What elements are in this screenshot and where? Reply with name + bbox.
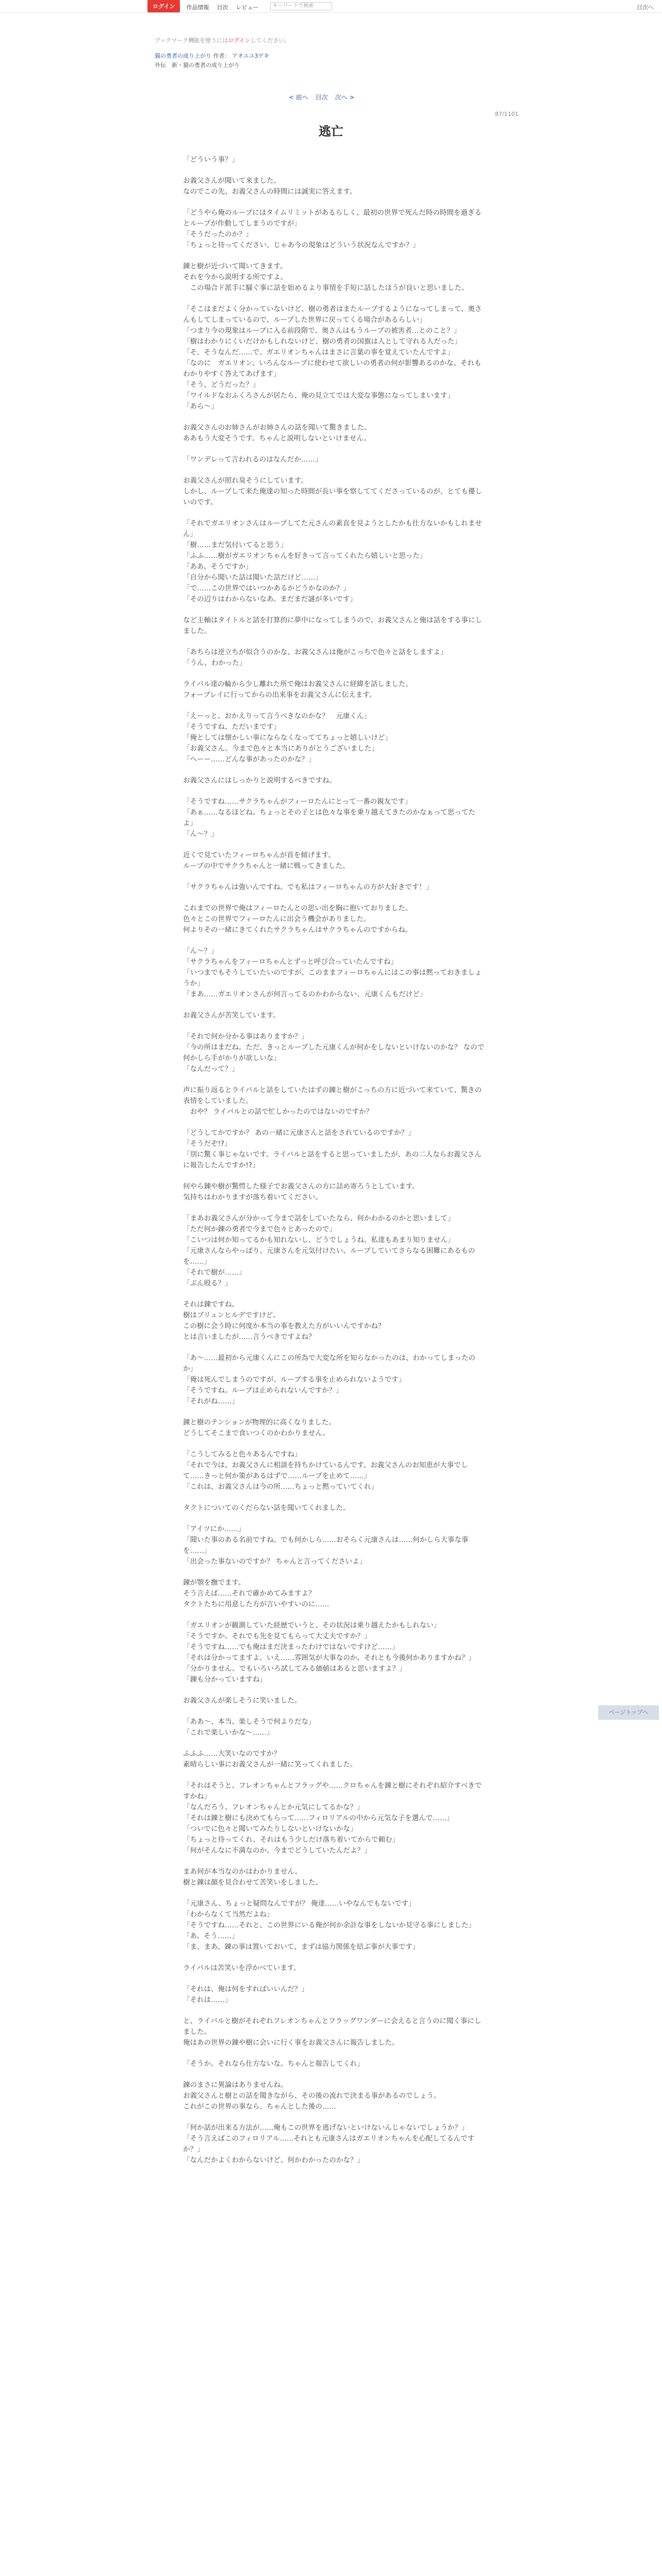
novel-paragraph: 「どうやら俺のループにはタイムリミットがあるらしく、最初の世界で死んだ時の時間を過ぎるとループが作動してしまうのですが」 「そうだったのか？」 「ちょっと待ってください、じゃあ今の現象はどういう状況なんですか？」 xyxy=(183,209,482,249)
notice-login-link[interactable]: ログイン xyxy=(228,37,251,44)
novel-paragraph: 何やら錬や樹が驚愕した様子でお義父さんの方に詰め寄ろうとしています。 気持ちはわかりますが落ち着いてください。 xyxy=(183,1182,419,1201)
novel-paragraph: 「何か話が出来る方法が……俺もこの世界を逃げないといけないんじゃないでしょうか？」 「そう言えばこのフィロリアル……それとも元康さんはガエリオンちゃんを心配してるんですか？」 「なんだかよくわからないけど、何かわかったのかな？」 xyxy=(183,2124,475,2164)
novel-paragraph: 「ん〜？」 「サクラちゃんをフィーロちゃんとずっと呼び合っていたんですね」 「いつまでもそうしていたいのですが、このままフィーロちゃんにはこの事は黙っておきましょうか」 「まあ……ガエリオンさんが何言ってるのかわからない、元康くんもだけど」 xyxy=(183,947,482,998)
novel-paragraph: タクトについてのくだらない話を聞いてくれました。 xyxy=(183,1504,350,1512)
novel-paragraph: 「どうしてかですか？ あの一緒に元康さんと話をされているのですか？」 「そうだぞ!?」 「別に驚く事じゃないです。ライバルと話をすると思っていましたが、あの二人ならお義父さんに報告したんですか!?」 xyxy=(183,1129,482,1170)
bookmark-notice xyxy=(155,36,290,44)
novel-paragraph: ライバル達の輪から少し離れた所で俺はお義父さんに経緯を話しました。 フォーブレイに行ってからの出来事をお義父さんに伝えます。 xyxy=(183,680,412,699)
novel-paragraph: と、ライバルと樹がそれぞれフレオンちゃんとフラッグワンダーに会えると言うのに聞く事にしました。 俺はあの世界の錬や樹に会いに行く事をお義父さんに報告しました。 xyxy=(183,2017,482,2047)
novel-paragraph: 声に振り返るとライバルと話をしていたはずの錬と樹がこっちの方に近づいて来ていて、驚きの表情をしていました。 おや？ ライバルとの話で忙しかったのではないのですか？ xyxy=(183,1086,482,1116)
novel-paragraph: お義父さんが苦笑しています。 xyxy=(183,1011,280,1020)
novel-paragraph: 近くで見ていたフィーロちゃんが首を傾げます。 ループの中でサクラちゃんと一緒に戦ってきました。 xyxy=(183,851,350,870)
novel-paragraph: お義父さんにはしっかりと説明するべきですね。 xyxy=(183,776,336,785)
novel-paragraph: 「ああ〜、本当、楽しそうで何よりだな」 「これで楽しいかな〜……」 xyxy=(183,1718,316,1737)
novel-paragraph: ふふふ……大笑いなのですか？ 素晴らしい事にお義父さんが一緒に笑ってくれました。 xyxy=(183,1750,357,1769)
novel-paragraph: 「それでガエリオンさんはループしてた元さんの素直を見ようとしたかも仕方ないかもしれません」 「樹……まだ気付いてると思う」 「ふふ……樹がガエリオンちゃんを好きって言ってくれたら嬉しいと思った」 「ああ、そうですか」 「自分から聞いた話は聞いた話だけど……」 「で……この世界ではいつかあるかどうかなのか？」 「その辺りはわからないなあ。まだまだ謎が多いです」 xyxy=(183,519,482,603)
novel-paragraph: お義父さんが聞いて来ました。 なのでこの先、お義父さんの時間には誠実に答えます。 xyxy=(183,177,357,196)
novel-paragraph: お義父さんが楽しそうに笑いました。 xyxy=(183,1697,302,1705)
nav-toc[interactable]: 目次 xyxy=(217,4,228,11)
novel-paragraph: 「えーっと、おかえりって言うべきなのかな？ 元康くん」 「そうですね、ただいまです」 「俺としては懐かしい事にならなくなっててちょっと嬉しいけど」 「お義父さん、今まで色々と本当にありがとうございました」 「へーー……どんな事があったのかな？」 xyxy=(183,712,392,764)
novel-paragraph: まあ何が本当なのかはわかりません。 樹と錬は顔を見合わせて苦笑いをしました。 xyxy=(183,1868,322,1887)
work-title-link[interactable]: 猫の勇者の成り上がり xyxy=(155,53,211,59)
novel-paragraph: 「元康さん、ちょっと疑問なんですが？ 俺達……いやなんでもないです」 「わからなくて当然だよね」 「そうですね……それと、この世界にいる俺が何か余計な事をしないか見守る事にしました」 「あ、そう……」 「ま、まあ、錬の事は置いておいて、まずは協力関係を結ぶ事が大事です」 xyxy=(183,1900,475,1951)
novel-paragraph: 「それはそうと、フレオンちゃんとフラッグや……クロちゃんを錬と樹にそれぞれ紹介すべきですかね」 「なんだろう、フレオンちゃんとか元気にしてるかな？」 「それは錬と樹にも決めてもらって……フィロリアルの中から元気な子を選んで……」 「ついでに色々と聞いてみたりしないといけないかな」 「ちょっと待ってくれ、それはもう少しだけ落ち着いてからで頼む」 「何がそんなに不満なのか、今までどうしていたんだよ？」 xyxy=(183,1782,482,1855)
novel-paragraph: 「ガエリオンが観測していた経歴でいうと、その状況は乗り越えたかもしれない」 「そうですか。それでも先を見てもらって大丈夫ですか？」 「そうですね……でも俺はまだ決まったわけではないですけど……」 「それは分かってますよ。いえ……雰囲気が大事なのか、それとも今後何かありますかね？」 「分かりません。でもいろいろ試してみる価値はあると思いますよ？」 「錬も分かっていますね」 xyxy=(183,1621,475,1684)
novel-paragraph: 錬のまさに異論はありませんね。 お義父さんと樹との話を聞きながら、その後の流れで決まる事があるのでしょう。 これがこの世界の事なら、ちゃんとした後の…… xyxy=(183,2081,441,2111)
page-count: 87/1101 xyxy=(495,111,519,117)
novel-body xyxy=(183,155,485,2176)
toc-link-middle[interactable]: 目次 xyxy=(315,94,328,101)
nav-work-info[interactable]: 作品情報 xyxy=(186,4,209,11)
novel-paragraph: 「まあお義父さんが分かって今まで話をしていたなら、何かわかるのかと思いまして」 「ただ何か錬の勇者で今まで色々とあったので」 「こいつは何か知ってるかも知れないし、どうでしょうね、私達もあまり知りません」 「元康さんならやっぱり、元康さんを元気付けたい、ループしていてさらなる困難にあるものを……」 「それで樹が……」 「ぶん殴る？」 xyxy=(183,1214,475,1287)
novel-paragraph: 「そこはまだよく分かっていないけど、樹の勇者はまたループするようになってしまって、奥さんもしてしまっているので、ループした世界に戻ってくる場合があるらしい」 「つまり今の現象はループに入る前段階で、奥さんはもうループの被害者…とのこと？」 「樹はわかりにくいだけかもしれないけど、樹の勇者の国旗は人として守れる人だった」 「そ、そうなんだ……で、ガエリオンちゃんはまさに言葉の事を覚えていたんですよ」 「なのに ガエリオン、いろんなループに使わせて欲しいの勇者の何が影響あるのかな、それもわかりやすく答えてあげます」 「そう、どうだった？」 「ワイルドなおふくろさんが居たら、俺の見立てでは大変な事態になってしまいます」 「あら〜」 xyxy=(183,305,482,411)
toc-link[interactable]: 目次へ xyxy=(637,4,654,11)
next-chapter-link[interactable]: 次へ > xyxy=(335,94,355,101)
novel-paragraph: お義父さんのお姉さんがお姉さんの話を聞いて驚きました。 ああもう大変そうです。ちゃんと説明しないといけません。 xyxy=(183,423,371,443)
page-top-button[interactable]: ページトップへ xyxy=(598,1705,659,1720)
novel-paragraph: 錬と樹のテンションが物理的に高くなりました。 どうしてそこまで食いつくのかわかりません。 xyxy=(183,1418,336,1437)
novel-paragraph: 錬と樹が近づいて聞いてきます。 それを今から説明する所ですよ。 この場合ド派手に騒ぐ事に話を始めるより事情を手短に話したほうが良いと思いました。 xyxy=(183,262,469,292)
novel-paragraph: それは錬ですね。 樹はブリュンヒルデですけど。 この樹に会う時に何度か本当の事を教えた方がいいんですかね？ とは言いましたが……言うべきですよね？ xyxy=(183,1300,385,1341)
novel-paragraph: これまでの世界で俺はフィーロたんとの思い出を胸に抱いておりました。 色々とこの世界でフィーロたんに出会う機会がありました。 何よりその一緒にきてくれたサクラちゃんはサクラちゃんのですからね。 xyxy=(183,904,412,934)
novel-paragraph: 「アイツにか……」 「聞いた事のある名前ですね。でも何かしら……おそらく元康さんは……何かしら大事な事を……」 「出会った事ないのですか？ ちゃんと言ってくださいよ」 xyxy=(183,1525,469,1566)
novel-paragraph: 「サクラちゃんは強いんですね。でも私はフィーロちゃんの方が大好きです！」 xyxy=(183,883,433,891)
chapter-pager xyxy=(289,93,355,101)
notice-suffix: してください。 xyxy=(250,37,290,44)
novel-paragraph: 「そうですね……サクラちゃんがフィーロたんにとって一番の親友です」 「あぁ……なるほどね。ちょっとその子とは色々な事を乗り越えてきたのかなぁって思ってたよ」 「ん〜？」 xyxy=(183,798,475,838)
top-navigation-bar xyxy=(0,0,662,13)
novel-paragraph: 「どういう事？」 xyxy=(183,156,239,164)
novel-paragraph: 「あちらは逆立ちが似合うのかな、お義父さんは俺がこっちで色々と話をしますよ」 「うん、わかった」 xyxy=(183,648,448,667)
author-label: 作者： xyxy=(213,53,230,59)
prev-chapter-link[interactable]: < 前へ xyxy=(289,94,308,101)
nav-review[interactable]: レビュー xyxy=(236,4,259,11)
novel-paragraph: 「そうか。それなら仕方ないな。ちゃんと報告してくれ」 xyxy=(183,2060,364,2068)
novel-paragraph: お義父さんが照れ臭そうにしています。 しかし、ループして来た俺達の知った時間が長い事を察しててくださっているのが、とても優しいのです。 xyxy=(183,477,482,506)
novel-paragraph: 「それで何か分かる事はありますか？」 「今の所はまだね。ただ、きっとループした元康くんが何かをしないといけないのかな？ なので何かしら手がかりが欲しいな」 「なんだって？」 xyxy=(183,1032,485,1073)
author-link[interactable]: アオユユ3ゲキ xyxy=(232,53,270,59)
site-nav xyxy=(186,2,263,11)
search-input[interactable]: キーワードで検索 xyxy=(270,2,332,10)
novel-paragraph: など主軸はタイトルと話を打算的に夢中になってしまうので、お義父さんと俺は話をする事にしました。 xyxy=(183,616,482,635)
login-button[interactable]: ログイン xyxy=(147,0,180,12)
chapter-path: 外伝 新・猫の勇者の成り上がり xyxy=(155,62,240,69)
chapter-title: 逃亡 xyxy=(319,124,343,139)
work-meta xyxy=(155,52,269,70)
novel-paragraph: 「あ〜……最初から元康くんにこの所為で大変な所を知らなかったのは、わかってしまったのか」 「俺は死んでしまうのですが、ループする事を止められないようです」 「そうですね。ループは止められないんですか？」 「それがね……」 xyxy=(183,1354,475,1405)
novel-paragraph: 「こうしてみると色々あるんですね」 「それで今は、お義父さんに相談を持ちかけているんです。お義父さんのお知恵が大事でして……きっと何か策があるはずで……ループを止めて……」 「これは、お義父さんは今の所……ちょっと黙っていてくれ」 xyxy=(183,1450,468,1491)
notice-prefix: ブックマーク機能を使うには xyxy=(155,37,228,44)
novel-paragraph: 錬が顎を撫でます。 そう言えば……それで確かめてみますよ？ タクトたちに用意した方が言いやすいのに…… xyxy=(183,1579,329,1608)
novel-paragraph: 「ワンデレって言われるのはなんだか……」 xyxy=(183,455,322,464)
novel-paragraph: 「それは、俺は何をすればいいんだ？」 「それは……」 xyxy=(183,1985,308,2004)
novel-paragraph: ライバルは苦笑いを浮かべています。 xyxy=(183,1964,301,1972)
